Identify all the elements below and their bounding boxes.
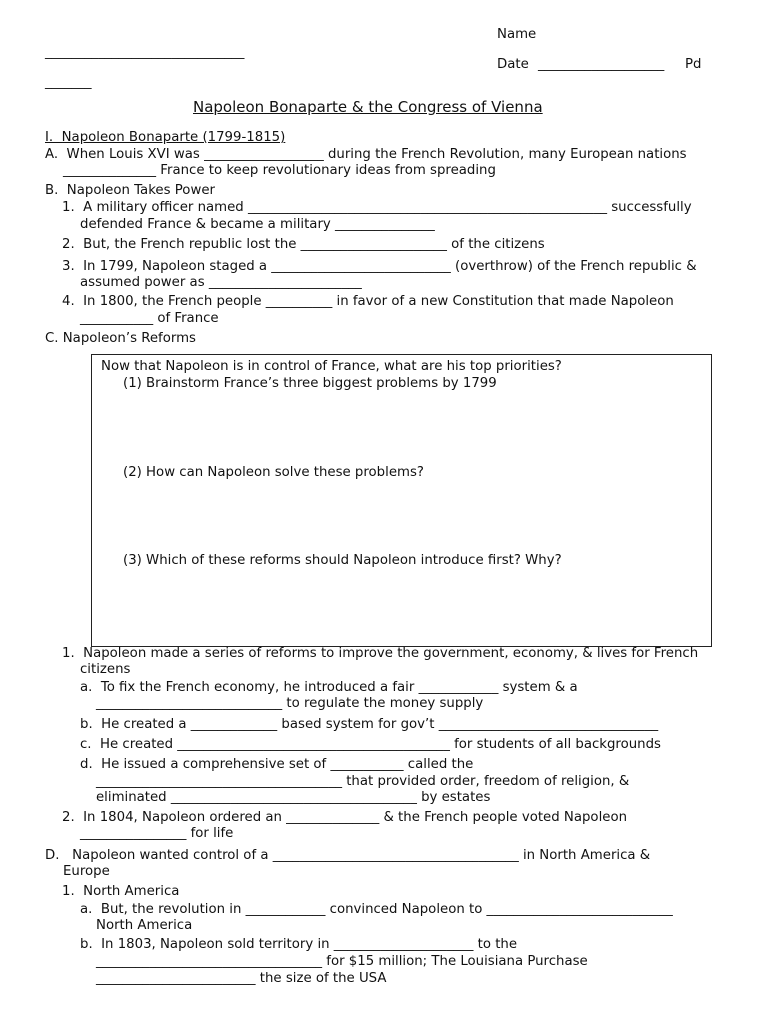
box-question-3: (3) Which of these reforms should Napoleon introduce first? Why? — [123, 553, 562, 568]
line-da2: North America — [96, 918, 193, 933]
line-ca2: ____________________________ to regulate the money supply — [96, 696, 484, 711]
line-db3: ________________________ the size of the USA — [96, 971, 387, 986]
period-blank[interactable]: _______ — [45, 75, 92, 90]
line-c2b: ________________ for life — [80, 826, 234, 841]
line-a1: A. When Louis XVI was __________________ during the French Revolution, many European nations — [45, 147, 687, 162]
name-label: Name — [497, 27, 537, 42]
date-label: Date — [497, 57, 529, 72]
page-title: Napoleon Bonaparte & the Congress of Vienna — [193, 98, 543, 116]
line-b4a: 4. In 1800, the French people __________ in favor of a new Constitution that made Napoleon — [62, 294, 674, 309]
line-cb: b. He created a _____________ based system for gov’t _________________________________ — [80, 717, 659, 732]
line-b1b: defended France & became a military _______________ — [80, 217, 435, 232]
line-a2: ______________ France to keep revolutionary ideas from spreading — [63, 163, 496, 178]
box-question-1: (1) Brainstorm France’s three biggest problems by 1799 — [123, 376, 497, 391]
line-c: C. Napoleon’s Reforms — [45, 331, 196, 346]
line-d2: Europe — [63, 864, 110, 879]
line-da1: a. But, the revolution in ____________ convinced Napoleon to ____________________________ — [80, 902, 673, 917]
line-b2: 2. But, the French republic lost the ______________________ of the citizens — [62, 237, 545, 252]
line-d-1: 1. North America — [62, 884, 180, 899]
line-c1b: citizens — [80, 662, 131, 677]
line-c2a: 2. In 1804, Napoleon ordered an ______________ & the French people voted Napoleon — [62, 810, 628, 825]
section-heading: I. Napoleon Bonaparte (1799-1815) — [45, 130, 286, 145]
line-cd3: eliminated _____________________________________ by estates — [96, 790, 491, 805]
line-cc: c. He created _________________________________________ for students of all backgrounds — [80, 737, 661, 752]
date-blank[interactable]: ___________________ — [538, 57, 665, 72]
line-db1: b. In 1803, Napoleon sold territory in _____________________ to the — [80, 937, 518, 952]
line-d1: D. Napoleon wanted control of a _____________________________________ in North America & — [45, 848, 651, 863]
name-blank[interactable]: ______________________________ — [45, 45, 245, 60]
line-db2: __________________________________ for $15 million; The Louisiana Purchase — [96, 954, 588, 969]
brainstorm-box — [91, 354, 712, 647]
line-ca1: a. To fix the French economy, he introduced a fair ____________ system & a — [80, 680, 578, 695]
period-label: Pd — [685, 57, 702, 72]
line-b3b: assumed power as _______________________ — [80, 275, 362, 290]
line-cd2: _____________________________________ that provided order, freedom of religion, & — [96, 774, 630, 789]
box-question-2: (2) How can Napoleon solve these problems? — [123, 465, 424, 480]
line-b4b: ___________ of France — [80, 311, 219, 326]
line-b3a: 3. In 1799, Napoleon staged a ___________________________ (overthrow) of the French republic & — [62, 259, 697, 274]
line-cd1: d. He issued a comprehensive set of ___________ called the — [80, 757, 474, 772]
line-b: B. Napoleon Takes Power — [45, 183, 215, 198]
box-intro: Now that Napoleon is in control of France, what are his top priorities? — [101, 359, 562, 374]
line-b1a: 1. A military officer named ______________________________________________________ successfully — [62, 200, 692, 215]
line-c1a: 1. Napoleon made a series of reforms to improve the government, economy, & lives for French — [62, 646, 699, 661]
